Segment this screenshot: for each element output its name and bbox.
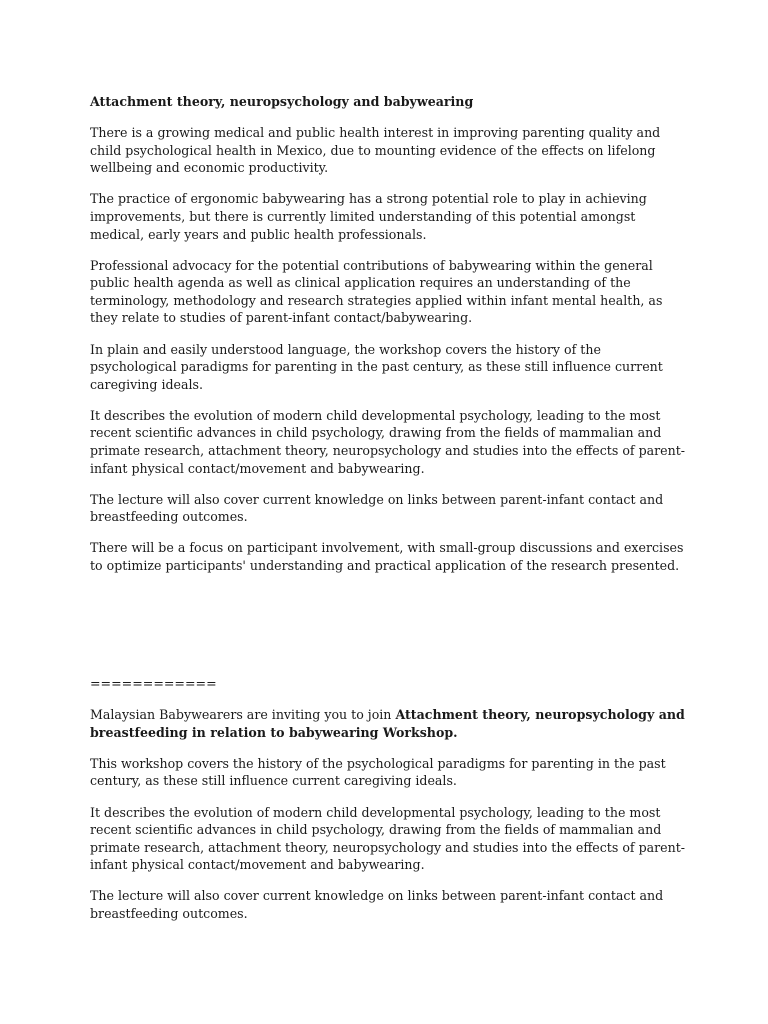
paragraph-workshop-history: In plain and easily understood language, the workshop covers the history of the psychological paradigms for parenting in the past century, as these still influence current caregiving ideals.: [90, 341, 663, 392]
paragraph-participant-focus: There will be a focus on participant involvement, with small-group discussions and exercises to optimize participants' understanding and practical application of the research presented.: [90, 540, 684, 573]
paragraph-professional-advocacy: Professional advocacy for the potential contributions of babywearing within the general public health agenda as well as clinical application requires an understanding of the terminology, methodology and research strategies applied within infant mental health, as they relate to studies of parent-infant contact/babywearing.: [90, 257, 663, 326]
document-page: [90, 93, 690, 936]
paragraph-medical-interest: There is a growing medical and public health interest in improving parenting quality and child psychological health in Mexico, due to mounting evidence of the effects on lifelong wellbeing and economic productivity.: [90, 125, 661, 176]
paragraph-evolution-repeat: It describes the evolution of modern child developmental psychology, leading to the most recent scientific advances in child psychology, drawing from the fields of mammalian and primate research, attachment theory, neuropsychology and studies into the effects of parent-infant physical contact/movement and babywearing.: [90, 804, 686, 873]
blank-space: [90, 588, 690, 675]
paragraph-lecture-breastfeeding: The lecture will also cover current knowledge on links between parent-infant contact and breastfeeding outcomes.: [90, 491, 664, 525]
paragraph-workshop-covers: This workshop covers the history of the psychological paradigms for parenting in the past century, as these still influence current caregiving ideals.: [90, 755, 666, 789]
invite-intro: Malaysian Babywearers are inviting you to join: [90, 707, 396, 723]
document-title: Attachment theory, neuropsychology and babywearing: [90, 94, 474, 109]
invite-workshop-title: Attachment theory, neuropsychology and breastfeeding in relation to babywearing Workshop.: [90, 707, 685, 740]
invite-paragraph: [90, 706, 690, 741]
paragraph-evolution: It describes the evolution of modern child developmental psychology, leading to the most recent scientific advances in child psychology, drawing from the fields of mammalian and primate research, attachment theory, neuropsychology and studies into the effects of parent-infant physical contact/movement and babywearing.: [90, 407, 686, 476]
paragraph-ergonomic-babywearing: The practice of ergonomic babywearing has a strong potential role to play in achieving improvements, but there is currently limited understanding of this potential amongst medical, early years and public health professionals.: [90, 191, 647, 242]
paragraph-lecture-repeat: The lecture will also cover current knowledge on links between parent-infant contact and breastfeeding outcomes.: [90, 888, 664, 921]
section-divider: ============: [90, 676, 217, 692]
